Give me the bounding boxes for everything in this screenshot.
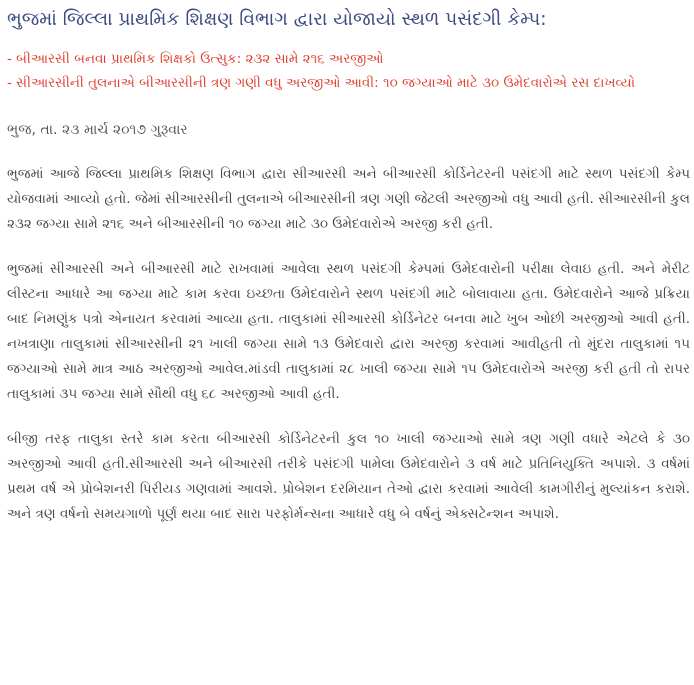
article-highlights	[7, 50, 694, 92]
highlight-point: - બીઆરસી બનવા પ્રાથમિક શિક્ષકો ઉત્સુક: ૨૩૨ સામે ૨૧૬ અરજીઓ	[7, 51, 384, 67]
article-dateline: ભુજ, તા. ૨૩ માર્ચ ૨૦૧૭ ગુરૂવાર	[7, 122, 188, 138]
body-paragraph: બીજી તરફ તાલુકા સ્તરે કામ કરતા બીઆરસી કોર્ડિનેટરની કુલ ૧૦ ખાલી જગ્યાઓ સામે ત્રણ ગણી વધારે એટલે કે ૩૦ અરજીઓ આવી હતી.સીઆરસી અને બીઆરસી તરીકે પસંદગી પામેલા ઉમેદવારોને ૩ વર્ષ માટે પ્રતિનિયુક્તિ અપાશે. ૩ વર્ષમાં પ્રથમ વર્ષ એ પ્રોબેશનરી પિરીયડ ગણવામાં આવશે. પ્રોબેશન દરમિયાન તેઓ દ્વારા કરવામાં આવેલી કામગીરીનું મુલ્યાંકન કરાશે. અને ત્રણ વર્ષનો સમયગાળો પૂર્ણ થયા બાદ સારા પરફોર્મન્સના આધારે વધુ બે વર્ષનું એક્સટેન્શન અપાશે.	[7, 431, 690, 522]
body-paragraph: ભુજમાં આજે જિલ્લા પ્રાથમિક શિક્ષણ વિભાગ દ્વારા સીઆરસી અને બીઆરસી કોર્ડિનેટરની પસંદગી માટે સ્થળ પસંદગી કેમ્પ યોજવામાં આવ્યો હતો. જેમાં સીઆરસીની તુલનાએ બીઆરસીની ત્રણ ગણી જેટલી અરજીઓ વધુ આવી હતી. સીઆરસીની કુલ ૨૩૨ જગ્યા સામે ૨૧૬ અને બીઆરસીની ૧૦ જગ્યા માટે ૩૦ ઉમેદવારોએ અરજી કરી હતી.	[7, 166, 690, 232]
body-paragraph: ભુજમાં સીઆરસી અને બીઆરસી માટે રાખવામાં આવેલા સ્થળ પસંદગી કેમ્પમાં ઉમેદવારોની પરીક્ષા લેવાઇ હતી. અને મેરીટ લીસ્ટના આધારે આ જગ્યા માટે કામ કરવા ઇચ્છતા ઉમેદવારોને સ્થળ પસંદગી માટે બોલાવાયા હતા. ઉમેદવારોને આજે પ્રક્રિયા બાદ નિમણુંક પત્રો એનાયત કરવામાં આવ્યા હતા. તાલુકામાં સીઆરસી કોર્ડિનેટર બનવા માટે ખુબ ઓછી અરજીઓ આવી હતી. નખત્રાણા તાલુકામાં સીઆરસીની ૨૧ ખાલી જગ્યા સામે ૧૩ ઉમેદવારો દ્વારા અરજી કરવામાં આવીહતી તો મુંદરા તાલુકામાં ૧૫ જગ્યાઓ સામે માત્ર આઠ અરજીઓ આવેલ.માંડવી તાલુકામાં ૨૮ ખાલી જગ્યા સામે ૧૫ ઉમેદવારોએ અરજી કરી હતી તો રાપર તાલુકામાં ૩૫ જગ્યા સામે સૌથી વધુ ૬૮ અરજીઓ આવી હતી.	[7, 261, 690, 402]
article-headline: ભુજમાં જિલ્લા પ્રાથમિક શિક્ષણ વિભાગ દ્વારા યોજાયો સ્થળ પસંદગી કેમ્પ:	[7, 9, 547, 30]
highlight-point: - સીઆરસીની તુલનાએ બીઆરસીની ત્રણ ગણી વધુ અરજીઓ આવી: ૧૦ જગ્યાઓ માટે ૩૦ ઉમેદવારોએ રસ દાખવ્યો	[7, 75, 636, 91]
